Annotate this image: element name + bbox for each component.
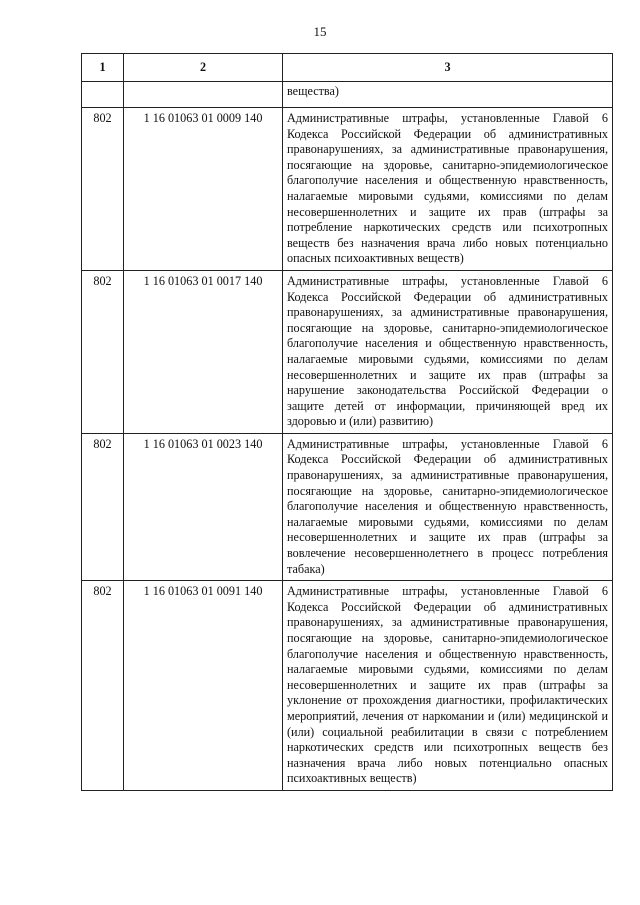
table-row bbox=[82, 108, 613, 271]
budget-code-cell: 1 16 01063 01 0091 140 bbox=[124, 581, 283, 791]
table-row bbox=[82, 270, 613, 433]
description-cell: Административные штрафы, установленные Главой 6 Кодекса Российской Федерации об административных правонарушениях, за административные правонарушения, посягающие на здоровье, санитарно-эпидемиологическое благополучие населения и общественную нравственность, налагаемые мировыми судьями, комиссиями по делам несовершеннолетних и защите их прав (штрафы за нарушение законодательства Российской Федерации о защите детей от информации, причиняющей вред их здоровью и (или) развитию) bbox=[283, 270, 613, 433]
header-col-2: 2 bbox=[124, 54, 283, 82]
continuation-row bbox=[82, 82, 613, 108]
budget-code-cell: 1 16 01063 01 0017 140 bbox=[124, 270, 283, 433]
page-number: 15 bbox=[313, 24, 327, 39]
table-header-row bbox=[82, 54, 613, 82]
admin-code-cell: 802 bbox=[82, 270, 124, 433]
table-row bbox=[82, 581, 613, 791]
budget-codes-table bbox=[81, 53, 613, 791]
continuation-text: вещества) bbox=[283, 82, 613, 108]
admin-code-cell: 802 bbox=[82, 433, 124, 580]
admin-code-cell: 802 bbox=[82, 108, 124, 271]
budget-code-cell: 1 16 01063 01 0023 140 bbox=[124, 433, 283, 580]
description-cell: Административные штрафы, установленные Главой 6 Кодекса Российской Федерации об административных правонарушениях, за административные правонарушения, посягающие на здоровье, санитарно-эпидемиологическое благополучие населения и общественную нравственность, налагаемые мировыми судьями, комиссиями по делам несовершеннолетних и защите их прав (штрафы за уклонение от прохождения диагностики, профилактических мероприятий, лечения от наркомании и (или) медицинской и (или) социальной реабилитации в связи с потреблением наркотических средств или психотропных веществ без назначения врача либо новых потенциально опасных психоактивных веществ) bbox=[283, 581, 613, 791]
budget-code-cell: 1 16 01063 01 0009 140 bbox=[124, 108, 283, 271]
continuation-admin-cell bbox=[82, 82, 124, 108]
table-row bbox=[82, 433, 613, 580]
header-col-1: 1 bbox=[82, 54, 124, 82]
description-cell: Административные штрафы, установленные Главой 6 Кодекса Российской Федерации об административных правонарушениях, за административные правонарушения, посягающие на здоровье, санитарно-эпидемиологическое благополучие населения и общественную нравственность, налагаемые мировыми судьями, комиссиями по делам несовершеннолетних и защите их прав (штрафы за вовлечение несовершеннолетнего в процесс потребления табака) bbox=[283, 433, 613, 580]
header-col-3: 3 bbox=[283, 54, 613, 82]
admin-code-cell: 802 bbox=[82, 581, 124, 791]
continuation-code-cell bbox=[124, 82, 283, 108]
description-cell: Административные штрафы, установленные Главой 6 Кодекса Российской Федерации об административных правонарушениях, за административные правонарушения, посягающие на здоровье, санитарно-эпидемиологическое благополучие населения и общественную нравственность, налагаемые мировыми судьями, комиссиями по делам несовершеннолетних и защите их прав (штрафы за потребление наркотических средств или психотропных веществ без назначения врача либо новых потенциально опасных психоактивных веществ) bbox=[283, 108, 613, 271]
